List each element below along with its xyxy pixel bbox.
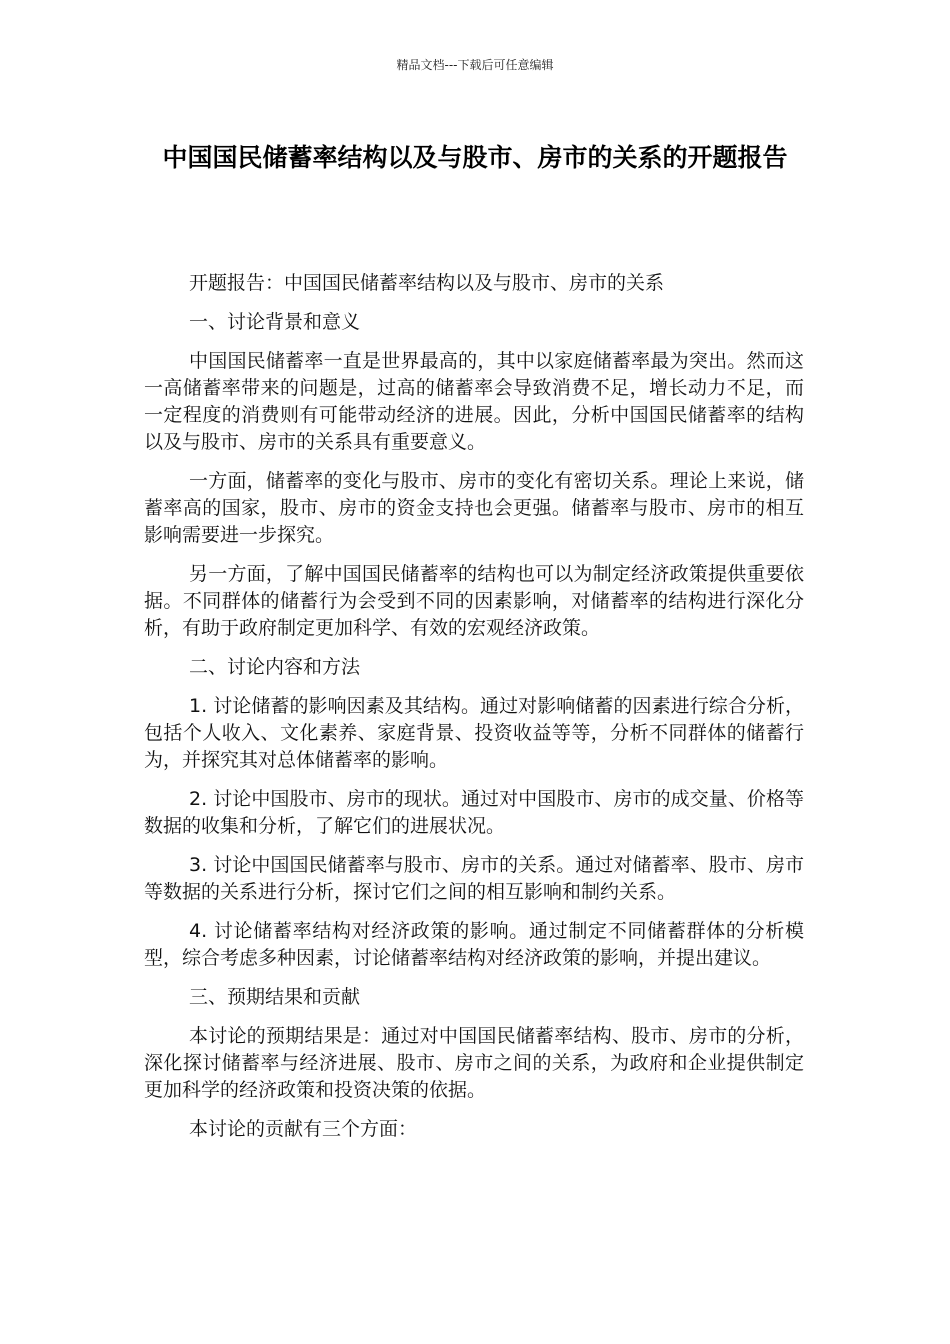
document-title: 中国国民储蓄率结构以及与股市、房市的关系的开题报告 xyxy=(162,143,788,172)
list-item: 2. 讨论中国股市、房市的现状。通过对中国股市、房市的成交量、价格等数据的收集和分析，了解它们的进展状况。 xyxy=(144,788,804,837)
section-heading-background: 一、讨论背景和意义 xyxy=(189,311,361,333)
document-body xyxy=(144,270,804,1155)
section-heading-content-methods: 二、讨论内容和方法 xyxy=(189,656,361,678)
body-paragraph: 中国国民储蓄率一直是世界最高的，其中以家庭储蓄率最为突出。然而这一高储蓄率带来的问题是，过高的储蓄率会导致消费不足，增长动力不足，而一定程度的消费则有可能带动经济的进展。因此，分析中国国民储蓄率的结构以及与股市、房市的关系具有重要意义。 xyxy=(144,350,804,453)
body-paragraph: 一方面，储蓄率的变化与股市、房市的变化有密切关系。理论上来说，储蓄率高的国家，股市、房市的资金支持也会更强。储蓄率与股市、房市的相互影响需要进一步探究。 xyxy=(144,470,804,546)
page-header: 精品文档---下载后可任意编辑 xyxy=(396,58,554,72)
body-paragraph: 本讨论的预期结果是：通过对中国国民储蓄率结构、股市、房市的分析，深化探讨储蓄率与经济进展、股市、房市之间的关系，为政府和企业提供制定更加科学的经济政策和投资决策的依据。 xyxy=(144,1025,804,1101)
body-paragraph: 本讨论的贡献有三个方面： xyxy=(189,1118,418,1140)
list-item: 4. 讨论储蓄率结构对经济政策的影响。通过制定不同储蓄群体的分析模型，综合考虑多种因素，讨论储蓄率结构对经济政策的影响，并提出建议。 xyxy=(144,920,804,969)
subtitle-paragraph: 开题报告：中国国民储蓄率结构以及与股市、房市的关系 xyxy=(189,272,665,294)
list-item: 3. 讨论中国国民储蓄率与股市、房市的关系。通过对储蓄率、股市、房市等数据的关系进行分析，探讨它们之间的相互影响和制约关系。 xyxy=(144,854,804,903)
list-item: 1. 讨论储蓄的影响因素及其结构。通过对影响储蓄的因素进行综合分析，包括个人收入、文化素养、家庭背景、投资收益等等，分析不同群体的储蓄行为，并探究其对总体储蓄率的影响。 xyxy=(144,695,804,771)
body-paragraph: 另一方面，了解中国国民储蓄率的结构也可以为制定经济政策提供重要依据。不同群体的储蓄行为会受到不同的因素影响，对储蓄率的结构进行深化分析，有助于政府制定更加科学、有效的宏观经济政策。 xyxy=(144,563,804,639)
section-heading-results: 三、预期结果和贡献 xyxy=(189,986,361,1008)
